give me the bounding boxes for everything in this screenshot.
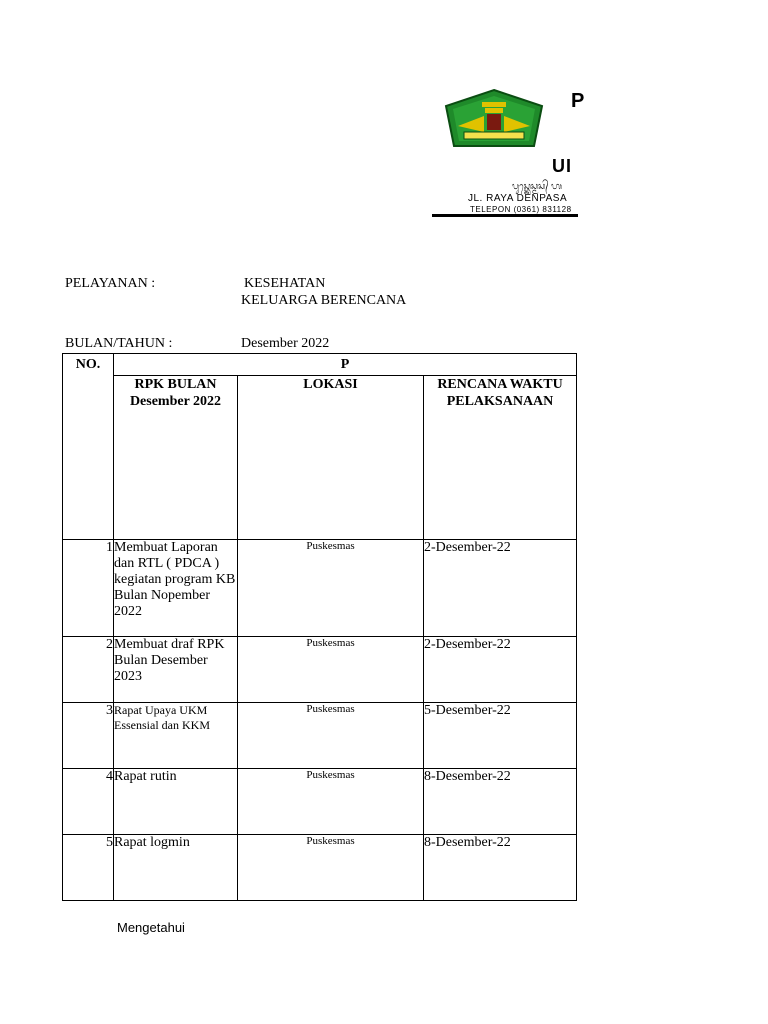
table-row <box>63 637 577 703</box>
row-no: 4 <box>63 769 114 835</box>
row-waktu: 8-Desember-22 <box>424 835 577 901</box>
letterhead-rule <box>432 214 578 217</box>
row-activity: Rapat Upaya UKM Essensial dan KKM <box>114 703 238 769</box>
row-lokasi: Puskesmas <box>238 703 424 769</box>
letterhead-telephone: TELEPON (0361) 831128 <box>470 205 572 214</box>
row-no: 2 <box>63 637 114 703</box>
row-no: 3 <box>63 703 114 769</box>
table-row <box>63 835 577 901</box>
bulan-tahun-value: Desember 2022 <box>241 336 330 351</box>
row-lokasi: Puskesmas <box>238 540 424 637</box>
table-row <box>63 540 577 637</box>
header-waktu: RENCANA WAKTU PELAKSANAAN <box>424 376 577 540</box>
table-row <box>63 703 577 769</box>
letterhead-unit: UI <box>552 156 572 176</box>
row-lokasi: Puskesmas <box>238 637 424 703</box>
header-rpk: RPK BULAN Desember 2022 <box>114 376 238 540</box>
row-waktu: 2-Desember-22 <box>424 637 577 703</box>
row-activity: Rapat rutin <box>114 769 238 835</box>
letterhead-address: JL. RAYA DENPASA <box>468 193 568 204</box>
header-lokasi: LOKASI <box>238 376 424 540</box>
letterhead-balinese-script: ᬧᬸᬲ᭄ᬓᬾᬲ᭄ᬫᬲ᭄ ᬳ <box>512 181 563 191</box>
row-waktu: 8-Desember-22 <box>424 769 577 835</box>
row-no: 5 <box>63 835 114 901</box>
header-group: P <box>114 354 577 376</box>
letterhead-title: P <box>571 90 585 112</box>
pelayanan-value-2: KELUARGA BERENCANA <box>241 293 407 308</box>
row-lokasi: Puskesmas <box>238 769 424 835</box>
table-row <box>63 769 577 835</box>
row-lokasi: Puskesmas <box>238 835 424 901</box>
letterhead <box>432 82 585 219</box>
row-no: 1 <box>63 540 114 637</box>
pelayanan-label: PELAYANAN : <box>65 276 156 291</box>
row-waktu: 2-Desember-22 <box>424 540 577 637</box>
bulan-tahun-label: BULAN/TAHUN : <box>65 336 173 351</box>
row-activity: Membuat Laporan dan RTL ( PDCA ) kegiatan program KB Bulan Nopember 2022 <box>114 540 238 637</box>
pelayanan-value-1: KESEHATAN <box>244 276 326 291</box>
row-activity: Rapat logmin <box>114 835 238 901</box>
row-waktu: 5-Desember-22 <box>424 703 577 769</box>
mengetahui-label: Mengetahui <box>117 920 185 935</box>
row-activity: Membuat draf RPK Bulan Desember 2023 <box>114 637 238 703</box>
government-crest-icon <box>438 88 550 158</box>
header-no: NO. <box>63 354 114 540</box>
rpk-table <box>62 353 577 901</box>
